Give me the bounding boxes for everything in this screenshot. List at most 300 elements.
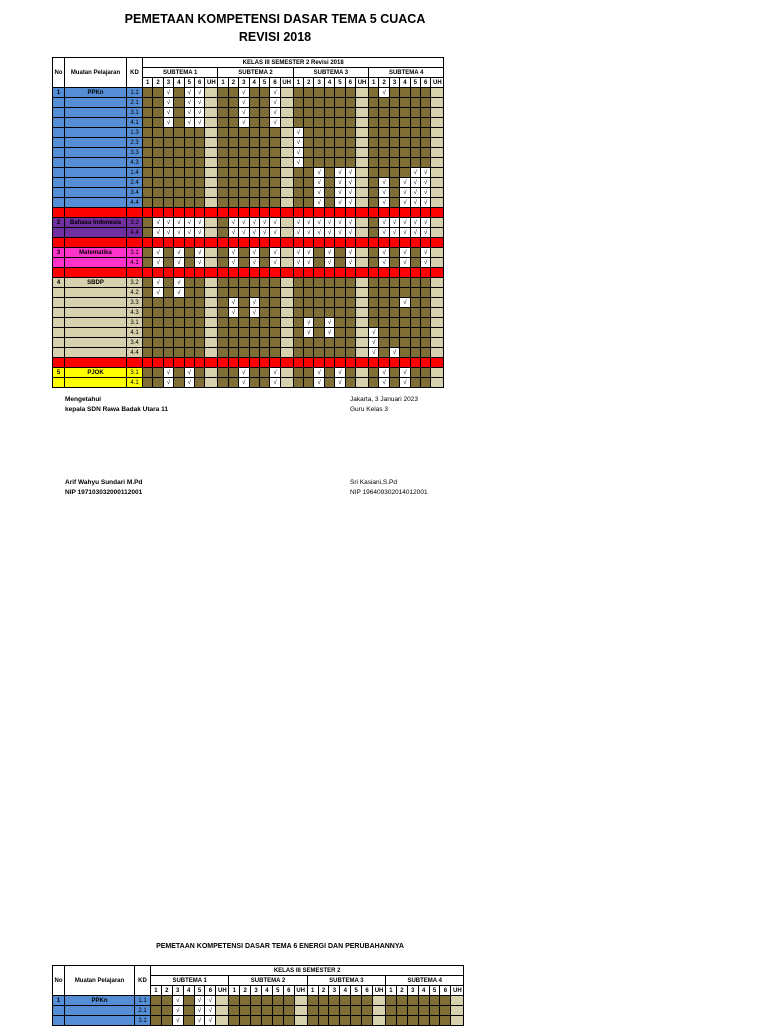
table-row: [53, 228, 444, 238]
day-cell: [410, 288, 420, 298]
separator-cell: [389, 268, 399, 278]
day-cell: [259, 108, 269, 118]
day-cell: [314, 258, 324, 268]
separator-cell: [369, 208, 379, 218]
day-cell: [229, 1006, 240, 1016]
row-number: 1: [53, 996, 65, 1006]
day-cell: [418, 996, 429, 1006]
day-cell: [143, 378, 153, 388]
day-cell: [314, 88, 324, 98]
day-cell: [389, 328, 399, 338]
separator-cell: [410, 358, 420, 368]
day-cell: [418, 1006, 429, 1016]
day-header: UH: [294, 986, 307, 996]
day-cell: [163, 138, 173, 148]
day-cell: [351, 1006, 362, 1016]
uh-cell: [431, 228, 444, 238]
subtema-header: SUBTEMA 2: [218, 68, 293, 78]
check-cell: √: [324, 248, 334, 258]
separator-cell: [345, 208, 355, 218]
header-subject: Muatan Pelajaran: [65, 966, 135, 996]
row-number: 1: [53, 88, 65, 98]
day-cell: [249, 118, 259, 128]
table-row: [53, 1016, 464, 1026]
uh-cell: [356, 368, 369, 378]
day-cell: [194, 138, 204, 148]
row-number: [53, 168, 65, 178]
uh-cell: [431, 138, 444, 148]
uh-cell: [205, 258, 218, 268]
day-cell: [369, 178, 379, 188]
uh-cell: [373, 1006, 386, 1016]
day-cell: [410, 108, 420, 118]
separator-cell: [270, 208, 280, 218]
day-cell: [389, 178, 399, 188]
day-header: 3: [314, 78, 324, 88]
uh-cell: [205, 348, 218, 358]
separator-cell: [293, 268, 303, 278]
day-cell: [228, 278, 238, 288]
day-cell: [249, 158, 259, 168]
uh-cell: [356, 118, 369, 128]
uh-cell: [280, 248, 293, 258]
day-cell: [335, 98, 345, 108]
table-row: [53, 88, 444, 98]
row-number: 2: [53, 218, 65, 228]
day-cell: [400, 88, 410, 98]
day-cell: [174, 138, 184, 148]
uh-cell: [356, 348, 369, 358]
day-cell: [153, 98, 163, 108]
day-header: 1: [293, 78, 303, 88]
check-cell: √: [420, 228, 430, 238]
day-cell: [259, 278, 269, 288]
day-cell: [345, 318, 355, 328]
day-cell: [249, 328, 259, 338]
uh-cell: [205, 248, 218, 258]
day-cell: [218, 298, 228, 308]
kd-code: 4.3: [127, 158, 143, 168]
day-cell: [420, 378, 430, 388]
day-header: 6: [420, 78, 430, 88]
day-cell: [329, 1006, 340, 1016]
uh-cell: [356, 188, 369, 198]
day-cell: [218, 248, 228, 258]
day-cell: [314, 138, 324, 148]
day-cell: [293, 188, 303, 198]
check-cell: √: [304, 258, 314, 268]
day-cell: [420, 348, 430, 358]
separator-cell: [194, 358, 204, 368]
header-class: KELAS III SEMESTER 2 Revisi 2018: [143, 58, 444, 68]
day-cell: [314, 278, 324, 288]
day-cell: [335, 338, 345, 348]
day-cell: [318, 1006, 329, 1016]
uh-cell: [431, 128, 444, 138]
table-row: [53, 218, 444, 228]
separator-cell: [184, 358, 194, 368]
day-cell: [314, 128, 324, 138]
day-cell: [153, 198, 163, 208]
separator-cell: [249, 358, 259, 368]
table-row: [53, 108, 444, 118]
day-cell: [239, 308, 249, 318]
day-cell: [304, 88, 314, 98]
check-cell: √: [314, 228, 324, 238]
day-cell: [194, 328, 204, 338]
uh-cell: [431, 328, 444, 338]
check-cell: √: [194, 1006, 205, 1016]
day-cell: [410, 298, 420, 308]
check-cell: √: [314, 198, 324, 208]
day-cell: [174, 158, 184, 168]
day-cell: [174, 368, 184, 378]
check-cell: √: [249, 248, 259, 258]
day-cell: [259, 138, 269, 148]
day-cell: [389, 128, 399, 138]
day-cell: [194, 348, 204, 358]
day-cell: [249, 368, 259, 378]
check-cell: √: [324, 258, 334, 268]
day-cell: [379, 318, 389, 328]
subtema-header: SUBTEMA 4: [369, 68, 444, 78]
separator-cell: [205, 268, 218, 278]
day-cell: [161, 1006, 172, 1016]
day-cell: [249, 98, 259, 108]
kd-code: 4.2: [127, 288, 143, 298]
day-cell: [239, 138, 249, 148]
day-cell: [153, 108, 163, 118]
check-cell: √: [172, 996, 183, 1006]
day-cell: [184, 338, 194, 348]
day-cell: [143, 368, 153, 378]
subject-name: [65, 308, 127, 318]
day-cell: [379, 298, 389, 308]
day-header: 3: [407, 986, 418, 996]
day-header: 2: [379, 78, 389, 88]
day-cell: [314, 318, 324, 328]
check-cell: √: [369, 348, 379, 358]
day-cell: [174, 328, 184, 338]
check-cell: √: [194, 108, 204, 118]
subject-name: [65, 128, 127, 138]
day-header: UH: [216, 986, 229, 996]
separator-cell: [356, 268, 369, 278]
day-cell: [369, 288, 379, 298]
day-header: 6: [440, 986, 451, 996]
day-cell: [379, 278, 389, 288]
day-cell: [163, 248, 173, 258]
separator-cell: [259, 358, 269, 368]
day-header: 2: [318, 986, 329, 996]
day-cell: [184, 288, 194, 298]
day-cell: [259, 348, 269, 358]
day-cell: [410, 128, 420, 138]
kd-code: 3.2: [127, 218, 143, 228]
day-cell: [379, 158, 389, 168]
check-cell: √: [410, 168, 420, 178]
day-cell: [218, 98, 228, 108]
check-cell: √: [389, 218, 399, 228]
day-cell: [324, 108, 334, 118]
subject-name: [65, 118, 127, 128]
kd-code: 4.1: [127, 118, 143, 128]
day-cell: [163, 188, 173, 198]
day-cell: [184, 148, 194, 158]
uh-cell: [280, 128, 293, 138]
kd-code: 4.4: [127, 228, 143, 238]
separator-cell: [420, 208, 430, 218]
day-cell: [314, 338, 324, 348]
row-number: [53, 1016, 65, 1026]
table-row: [53, 298, 444, 308]
day-cell: [369, 98, 379, 108]
kd-code: 2.3: [127, 138, 143, 148]
uh-cell: [280, 198, 293, 208]
day-cell: [400, 318, 410, 328]
separator-row: [53, 358, 444, 368]
day-header: 5: [335, 78, 345, 88]
row-number: [53, 378, 65, 388]
day-cell: [420, 278, 430, 288]
table-row: [53, 248, 444, 258]
day-cell: [335, 248, 345, 258]
separator-cell: [259, 208, 269, 218]
day-header: UH: [356, 78, 369, 88]
day-header: 1: [307, 986, 318, 996]
day-cell: [293, 368, 303, 378]
day-cell: [239, 328, 249, 338]
separator-cell: [53, 268, 65, 278]
kd-code: 3.1: [135, 1016, 151, 1026]
day-cell: [362, 996, 373, 1006]
day-cell: [174, 88, 184, 98]
check-cell: √: [174, 278, 184, 288]
day-cell: [194, 168, 204, 178]
uh-cell: [205, 178, 218, 188]
check-cell: √: [205, 1006, 216, 1016]
day-cell: [174, 98, 184, 108]
day-cell: [249, 138, 259, 148]
uh-cell: [205, 148, 218, 158]
kd-code: 1.1: [135, 996, 151, 1006]
day-cell: [307, 1016, 318, 1026]
day-header: 3: [172, 986, 183, 996]
subject-name: [65, 318, 127, 328]
day-cell: [410, 348, 420, 358]
day-header: 3: [329, 986, 340, 996]
table-row: [53, 258, 444, 268]
day-cell: [340, 1006, 351, 1016]
day-cell: [153, 128, 163, 138]
uh-cell: [356, 318, 369, 328]
day-header: 5: [184, 78, 194, 88]
row-number: [53, 138, 65, 148]
day-cell: [293, 298, 303, 308]
check-cell: √: [194, 996, 205, 1006]
day-cell: [228, 118, 238, 128]
check-cell: √: [324, 328, 334, 338]
check-cell: √: [270, 248, 280, 258]
day-cell: [153, 138, 163, 148]
check-cell: √: [174, 228, 184, 238]
day-cell: [194, 158, 204, 168]
check-cell: √: [270, 118, 280, 128]
separator-cell: [324, 358, 334, 368]
uh-cell: [216, 1016, 229, 1026]
uh-cell: [205, 308, 218, 318]
day-cell: [239, 168, 249, 178]
day-cell: [270, 338, 280, 348]
uh-cell: [356, 328, 369, 338]
day-cell: [259, 128, 269, 138]
check-cell: √: [345, 188, 355, 198]
day-cell: [324, 148, 334, 158]
day-cell: [410, 368, 420, 378]
day-cell: [270, 128, 280, 138]
day-cell: [293, 288, 303, 298]
kd-code: 4.1: [127, 378, 143, 388]
sig-right-nip: NIP 196409302014012001: [350, 489, 428, 496]
day-cell: [429, 1016, 440, 1026]
check-cell: √: [194, 98, 204, 108]
uh-cell: [205, 118, 218, 128]
day-cell: [194, 278, 204, 288]
separator-cell: [127, 208, 143, 218]
uh-cell: [431, 168, 444, 178]
day-cell: [259, 148, 269, 158]
subtema-header: SUBTEMA 3: [307, 976, 385, 986]
day-header: 4: [400, 78, 410, 88]
check-cell: √: [153, 288, 163, 298]
day-cell: [163, 198, 173, 208]
day-cell: [228, 138, 238, 148]
uh-cell: [280, 368, 293, 378]
uh-cell: [280, 228, 293, 238]
sig-left-title: kepala SDN Rawa Badak Utara 11: [65, 406, 168, 413]
check-cell: √: [400, 378, 410, 388]
day-cell: [259, 378, 269, 388]
day-cell: [228, 378, 238, 388]
check-cell: √: [400, 188, 410, 198]
separator-cell: [389, 358, 399, 368]
day-cell: [304, 348, 314, 358]
uh-cell: [356, 158, 369, 168]
day-cell: [270, 168, 280, 178]
day-cell: [262, 996, 273, 1006]
uh-cell: [280, 218, 293, 228]
day-cell: [420, 368, 430, 378]
separator-cell: [65, 208, 127, 218]
check-cell: √: [172, 1016, 183, 1026]
day-cell: [239, 128, 249, 138]
separator-cell: [184, 238, 194, 248]
day-cell: [153, 368, 163, 378]
day-header: 1: [369, 78, 379, 88]
day-cell: [163, 128, 173, 138]
day-cell: [249, 198, 259, 208]
day-cell: [218, 368, 228, 378]
check-cell: √: [184, 98, 194, 108]
day-cell: [143, 248, 153, 258]
day-header: 1: [229, 986, 240, 996]
separator-cell: [65, 238, 127, 248]
day-cell: [259, 98, 269, 108]
subject-name: [65, 258, 127, 268]
uh-cell: [280, 378, 293, 388]
day-cell: [340, 1016, 351, 1026]
day-cell: [304, 308, 314, 318]
day-cell: [324, 338, 334, 348]
check-cell: √: [379, 188, 389, 198]
uh-cell: [356, 88, 369, 98]
separator-cell: [400, 208, 410, 218]
table-row: [53, 168, 444, 178]
uh-cell: [431, 88, 444, 98]
kd-code: 2.4: [127, 178, 143, 188]
separator-cell: [304, 268, 314, 278]
check-cell: √: [259, 228, 269, 238]
uh-cell: [205, 368, 218, 378]
check-cell: √: [379, 258, 389, 268]
day-header: 6: [194, 78, 204, 88]
subject-name: PPKn: [65, 88, 127, 98]
check-cell: √: [270, 378, 280, 388]
day-cell: [143, 348, 153, 358]
day-cell: [283, 1016, 294, 1026]
uh-cell: [280, 158, 293, 168]
day-cell: [389, 168, 399, 178]
day-cell: [228, 188, 238, 198]
header-no: No: [53, 966, 65, 996]
day-cell: [345, 368, 355, 378]
check-cell: √: [184, 108, 194, 118]
separator-cell: [345, 358, 355, 368]
row-number: [53, 98, 65, 108]
day-cell: [218, 218, 228, 228]
separator-cell: [143, 208, 153, 218]
day-cell: [379, 148, 389, 158]
separator-cell: [218, 268, 228, 278]
separator-cell: [127, 238, 143, 248]
subject-name: [65, 288, 127, 298]
check-cell: √: [293, 148, 303, 158]
row-number: [53, 228, 65, 238]
kd-code: 4.4: [127, 348, 143, 358]
day-cell: [218, 178, 228, 188]
check-cell: √: [379, 368, 389, 378]
separator-cell: [53, 208, 65, 218]
day-cell: [314, 148, 324, 158]
uh-cell: [294, 996, 307, 1006]
kd-code: 3.4: [127, 338, 143, 348]
uh-cell: [280, 348, 293, 358]
day-cell: [143, 298, 153, 308]
day-cell: [270, 188, 280, 198]
day-cell: [153, 298, 163, 308]
check-cell: √: [314, 368, 324, 378]
check-cell: √: [194, 248, 204, 258]
day-cell: [418, 1016, 429, 1026]
day-cell: [143, 288, 153, 298]
separator-cell: [259, 268, 269, 278]
day-cell: [174, 348, 184, 358]
row-number: [53, 188, 65, 198]
day-cell: [259, 158, 269, 168]
kd-code: 1.3: [127, 128, 143, 138]
day-cell: [184, 258, 194, 268]
separator-cell: [420, 238, 430, 248]
